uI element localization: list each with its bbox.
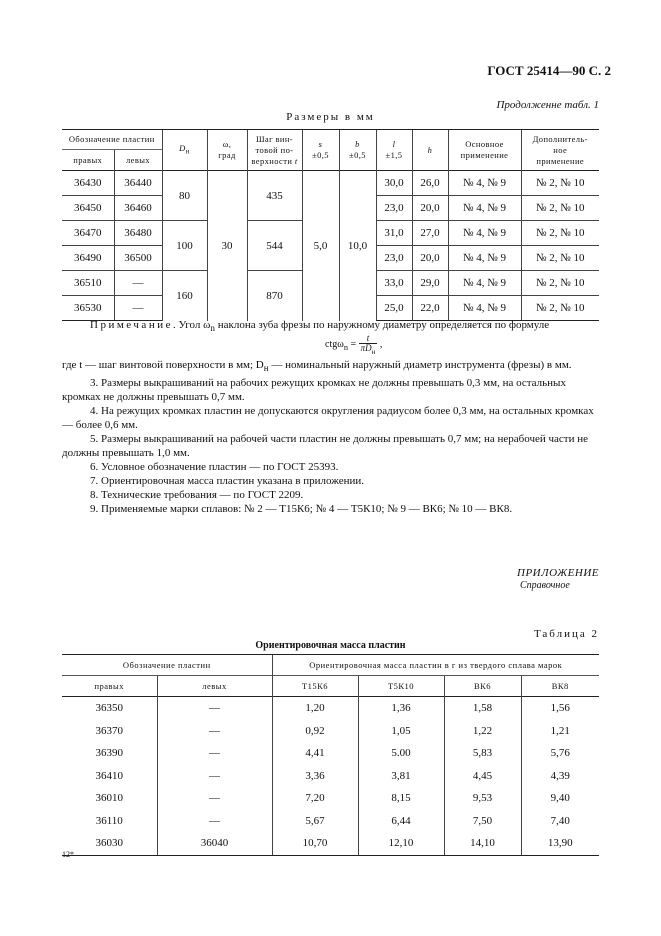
col-additional-use: Дополнитель- ное применение xyxy=(521,130,599,171)
col-left: левых xyxy=(157,676,272,697)
table-row: 36010 — 7,20 8,15 9,53 9,40 xyxy=(62,787,599,810)
col-mass: Ориентировочная масса пластин в г из твердого сплава марок xyxy=(272,655,599,676)
note-item: 6. Условное обозначение пластин — по ГОСТ 25393. xyxy=(90,461,339,473)
where-line: где t — шаг винтовой поверхности в мм; $D_н$ — номинальный наружный диаметр инструмента (фрезы) в мм. xyxy=(62,359,572,374)
col-dn: $D_н$ xyxy=(162,130,207,171)
note-item: 5. Размеры выкрашиваний на рабочей части пластин не должны превышать 0,7 мм; на нерабочей части не должны превышать 1,0 мм. xyxy=(62,433,589,459)
col-designation: Обозначение пластин xyxy=(62,655,272,676)
appendix-title: ПРИЛОЖЕНИЕ xyxy=(517,567,599,579)
col-vk6: ВК6 xyxy=(444,676,521,697)
table-row: 36410 — 3,36 3,81 4,45 4,39 xyxy=(62,765,599,788)
plates-mass-table xyxy=(62,654,599,856)
table-row: 36430 36440 80 30 435 5,0 10,0 30,0 26,0 № 4, № 9 № 2, № 10 xyxy=(62,171,599,196)
table-row: 36350 — 1,20 1,36 1,58 1,56 xyxy=(62,697,599,720)
formula: ctgω$_n$ = $\frac{t}{\pi D_н}$ , xyxy=(325,333,383,356)
table-row: 36470 36480 100 544 31,0 27,0 № 4, № 9 № 2, № 10 xyxy=(62,221,599,246)
note-item: 4. На режущих кромках пластин не допускаются округления радиусом более 0,3 мм, на остальных кромках — более 0,6 мм. xyxy=(62,405,594,431)
col-right: правых xyxy=(62,676,157,697)
table-row: 36530 — 25,0 22,0 № 4, № 9 № 2, № 10 xyxy=(62,296,599,321)
table-row: 36490 36500 23,0 20,0 № 4, № 9 № 2, № 10 xyxy=(62,246,599,271)
note-item: 7. Ориентировочная масса пластин указана в приложении. xyxy=(90,475,364,487)
table-continued-caption: Продолженне табл. 1 xyxy=(496,99,599,111)
page-header-code: ГОСТ 25414—90 С. 2 xyxy=(487,63,611,78)
col-pitch: Шаг вин- товой по- верхности t xyxy=(247,130,302,171)
note-item: 9. Применяемые марки сплавов: № 2 — Т15К6; № 4 — Т5К10; № 9 — ВК6; № 10 — ВК8. xyxy=(90,503,513,515)
notes-list xyxy=(62,376,599,516)
col-omega: ω, град xyxy=(207,130,247,171)
footer-mark: 12* xyxy=(62,850,74,859)
note-item: 3. Размеры выкрашиваний на рабочих режущих кромках не должны превышать 0,3 мм, на остальных кромках не должны превышать 0,7 мм. xyxy=(62,377,566,403)
col-vk8: ВК8 xyxy=(521,676,599,697)
table-row: 36110 — 5,67 6,44 7,50 7,40 xyxy=(62,810,599,833)
table2-title: Ориентировочная масса пластин xyxy=(255,640,406,651)
dimensions-title: Размеры в мм xyxy=(286,111,375,123)
plates-dimensions-table xyxy=(62,129,599,321)
table-row: 36370 — 0,92 1,05 1,22 1,21 xyxy=(62,720,599,743)
col-s: s ±0,5 xyxy=(302,130,339,171)
table-row: 36450 36460 23,0 20,0 № 4, № 9 № 2, № 10 xyxy=(62,196,599,221)
col-h: h xyxy=(412,130,448,171)
note-item: 8. Технические требования — по ГОСТ 2209. xyxy=(90,489,304,501)
col-t5k10: Т5К10 xyxy=(358,676,444,697)
table-row: 36030 36040 10,70 12,10 14,10 13,90 xyxy=(62,832,599,855)
col-t15k6: Т15К6 xyxy=(272,676,358,697)
col-designation: Обозначение пластин xyxy=(62,130,162,150)
col-left: левых xyxy=(114,150,162,171)
table2-caption: Таблица 2 xyxy=(533,628,599,640)
col-right: правых xyxy=(62,150,114,171)
table-row: 36510 — 160 870 33,0 29,0 № 4, № 9 № 2, № 10 xyxy=(62,271,599,296)
col-main-use: Основное применение xyxy=(448,130,521,171)
note-paragraph: Примечание. Угол $\omega_n$ наклона зуба фрезы по наружному диаметру определяется по формуле xyxy=(90,319,550,334)
col-b: b ±0,5 xyxy=(339,130,376,171)
col-l: l ±1,5 xyxy=(376,130,412,171)
appendix-subtitle: Справочное xyxy=(520,580,570,591)
table-row: 36390 — 4,41 5.00 5,83 5,76 xyxy=(62,742,599,765)
